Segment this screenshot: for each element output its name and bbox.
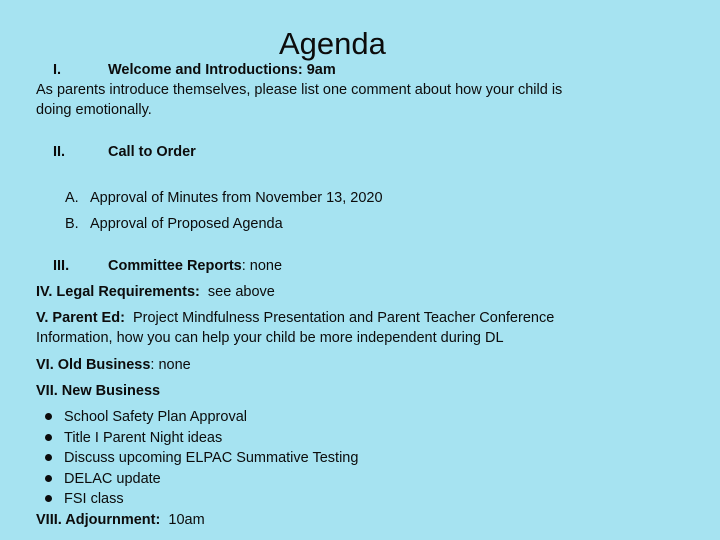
bullet-icon [45,454,52,461]
section-8-value: 10am [168,512,205,528]
list-item [45,469,161,489]
list-item-text: Discuss upcoming ELPAC Summative Testing [64,450,359,466]
section-2-item-a-text: Approval of Minutes from November 13, 2020 [90,190,383,206]
section-4-heading: IV. Legal Requirements: [36,284,200,300]
list-item [45,489,124,509]
section-6-heading: VI. Old Business [36,357,151,373]
list-item [45,428,222,448]
section-1-numeral: I. [53,62,62,78]
section-2-item-b-marker: B. [65,216,79,232]
section-6-line [36,355,191,375]
section-1-note-line-2: doing emotionally. [36,102,152,118]
section-8-heading: VIII. Adjournment: [36,512,161,528]
section-3-numeral: III. [53,258,70,274]
bullet-icon [45,495,52,502]
section-2-item-a-marker: A. [65,190,79,206]
bullet-icon [45,434,52,441]
section-3-line [108,256,282,276]
list-item-text: FSI class [64,491,124,507]
section-5-line-1 [36,308,554,328]
list-item-text: DELAC update [64,471,161,487]
section-5-heading: V. Parent Ed: [36,310,125,326]
list-item-text: Title I Parent Night ideas [64,430,223,446]
section-2-heading: Call to Order [108,144,196,160]
section-5-value-line-2: Information, how you can help your child be more independent during DL [36,330,504,346]
section-1-heading: Welcome and Introductions: 9am [108,62,336,78]
list-item-text: School Safety Plan Approval [64,409,247,425]
bullet-icon [45,413,52,420]
section-8-line [36,510,205,530]
section-4-line [36,282,275,302]
section-5-value-line-1: Project Mindfulness Presentation and Parent Teacher Conference [132,310,555,326]
section-1-note-line-1: As parents introduce themselves, please list one comment about how your child is [36,82,563,98]
page-title: Agenda [279,26,386,61]
section-4-value: see above [207,284,275,300]
bullet-icon [45,475,52,482]
section-3-heading: Committee Reports [108,258,242,274]
section-2-item-b-text: Approval of Proposed Agenda [90,216,283,232]
section-3-value: : none [241,258,283,274]
list-item [45,407,247,427]
list-item [45,448,358,468]
section-6-value: : none [150,357,191,373]
section-2-numeral: II. [53,144,66,160]
section-7-heading: VII. New Business [36,383,161,399]
